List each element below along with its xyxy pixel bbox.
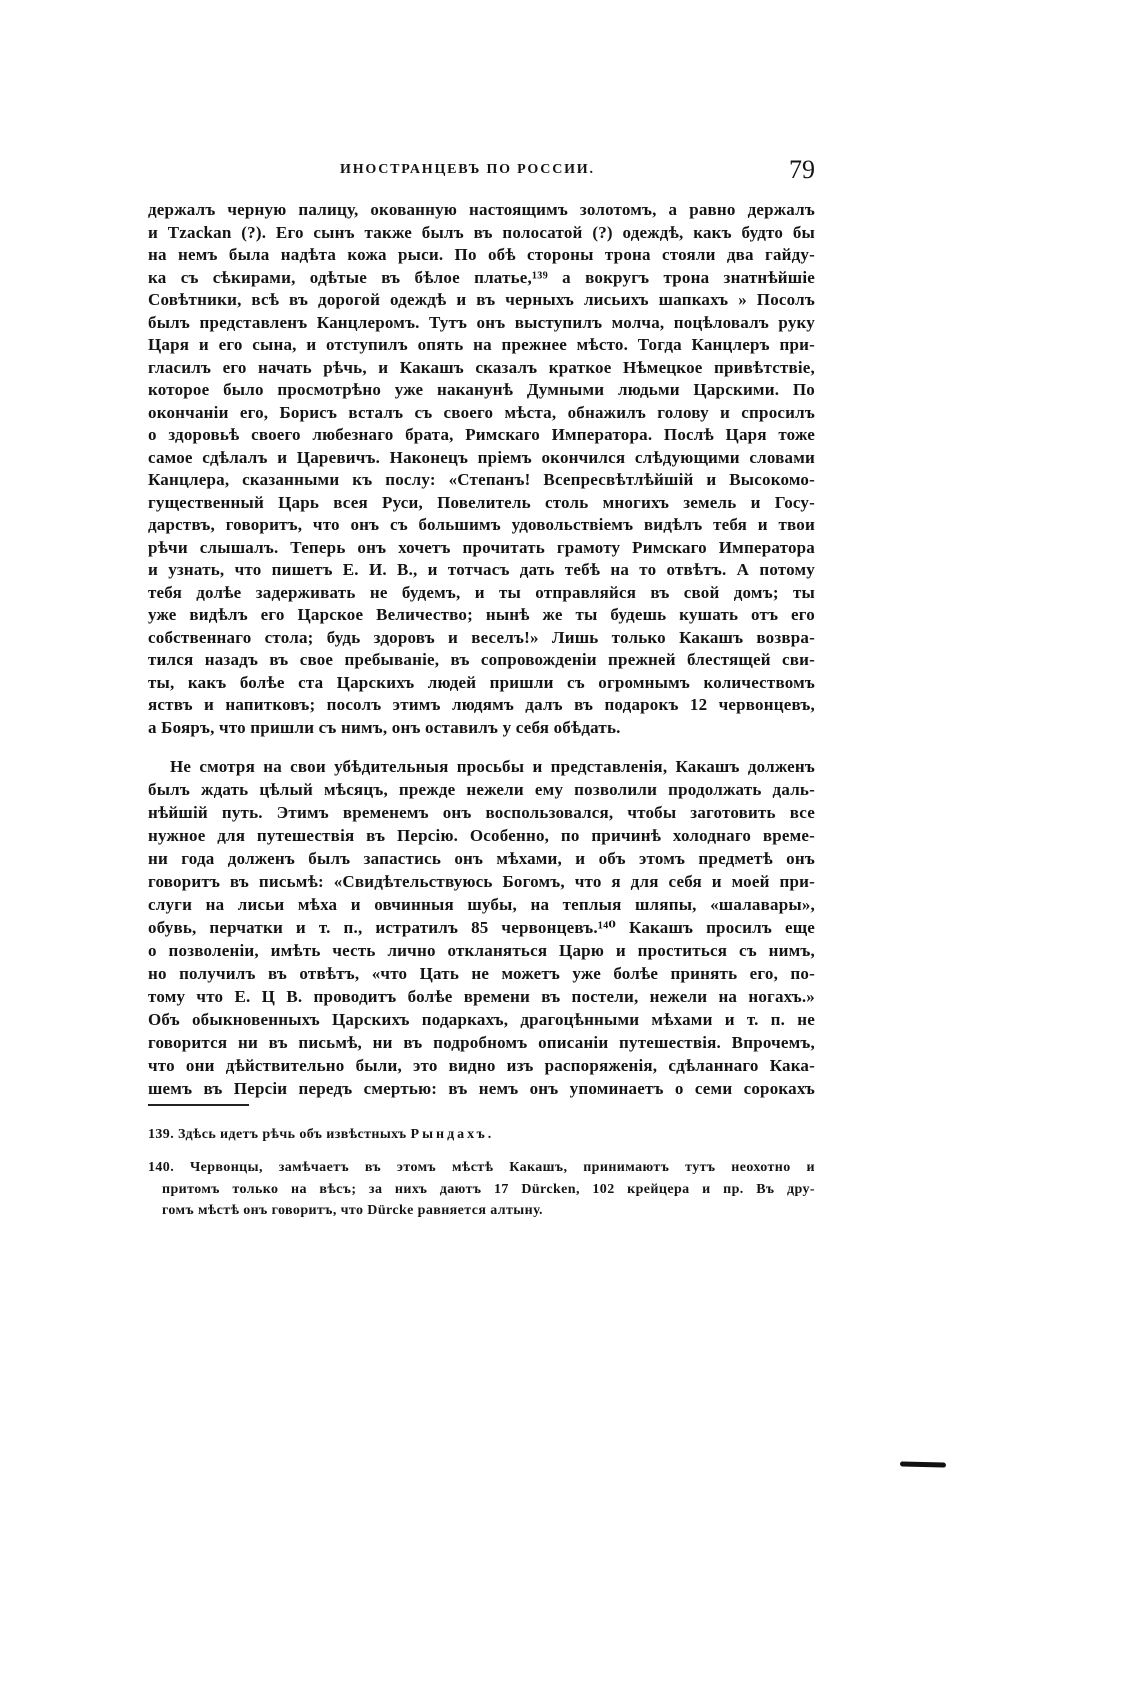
footnote-line: притомъ только на вѣсъ; за нихъ даютъ 17 Dürcken, 102 крейцера и пр. Въ дру- <box>162 1181 815 1197</box>
text-line: говорится ни въ письмѣ, ни въ подробномъ описаніи путешествія. Впрочемъ, <box>148 1033 815 1052</box>
text-line: Канцлера, сказанными къ послу: «Степанъ! Всепресвѣтлѣйшій и Высокомо- <box>148 470 815 489</box>
text-line: былъ представленъ Канцлеромъ. Тутъ онъ выступилъ молча, поцѣловалъ руку <box>148 312 815 332</box>
text-line: говоритъ въ письмѣ: «Свидѣтельствуюсь Богомъ, что я для себя и моей при- <box>148 872 815 891</box>
footnote-140 <box>148 1157 815 1222</box>
text-line: окончаніи его, Борисъ всталъ съ своего мѣста, обнажилъ голову и спросилъ <box>148 402 815 422</box>
text-line: тился назадъ въ свое пребываніе, въ сопровожденіи прежней блестящей сви- <box>148 650 815 669</box>
text-line: ни года долженъ былъ запастись онъ мѣхами, и объ этомъ предметѣ онъ <box>148 849 815 868</box>
text-line: держалъ черную палицу, окованную настоящимъ золотомъ, а равно держалъ <box>148 200 815 219</box>
footnote-line: 140. Червонцы, замѣчаетъ въ этомъ мѣстѣ Какашъ, принимаютъ тутъ неохотно и <box>148 1160 815 1175</box>
text-line: тебя долѣе задерживать не будемъ, и ты отправляйся въ свой домъ; ты <box>148 582 815 602</box>
text-line: о здоровьѣ своего любезнаго брата, Римскаго Императора. Послѣ Царя тоже <box>148 425 815 444</box>
text-line: собственнаго стола; будь здоровъ и веселъ!» Лишь только Какашъ возвра- <box>148 627 815 647</box>
page-number: 79 <box>789 155 815 184</box>
text-line: обувь, перчатки и т. п., истратилъ 85 червонцевъ.¹⁴⁰ Какашъ просилъ еще <box>148 918 815 937</box>
footnote-rule <box>148 1104 249 1106</box>
text-line: и Tzackan (?). Его сынъ также былъ въ полосатой (?) одеждѣ, какъ будто бы <box>148 222 815 242</box>
footnote-emphasis: Рындахъ. <box>410 1127 495 1142</box>
text-line: нѣйшій путь. Этимъ временемъ онъ воспользовался, чтобы заготовить все <box>148 803 815 822</box>
text-line: Не смотря на свои убѣдительныя просьбы и представленія, Какашъ долженъ <box>170 757 815 776</box>
text-line: уже видѣлъ его Царское Величество; нынѣ же ты будешь кушать отъ его <box>148 605 815 624</box>
text-line: ка съ сѣкирами, одѣтые въ бѣлое платье,¹³⁹ а вокругъ трона знатнѣйшіе <box>148 267 815 287</box>
text-line: дарствъ, говоритъ, что онъ съ большимъ удовольствіемъ видѣлъ тебя и твои <box>148 515 815 534</box>
footnote-139 <box>148 1124 815 1146</box>
text-line: на немъ была надѣта кожа рыси. По обѣ стороны трона стояли два гайду- <box>148 245 815 264</box>
text-line: ты, какъ болѣе ста Царскихъ людей пришли съ огромнымъ количествомъ <box>148 672 815 692</box>
text-line: и узнать, что пишетъ Е. И. В., и тотчасъ дать тебѣ на то отвѣтъ. А потому <box>148 560 815 579</box>
text-line: о позволеніи, имѣть честь лично откланяться Царю и проститься съ нимъ, <box>148 941 815 960</box>
text-line: а Бояръ, что пришли съ нимъ, онъ оставилъ у себя обѣдать. <box>148 717 621 737</box>
text-line: яствъ и напитковъ; посолъ этимъ людямъ далъ въ подарокъ 12 червонцевъ, <box>148 695 815 714</box>
body-paragraph <box>148 199 815 739</box>
text-line: которое было просмотрѣно уже наканунѣ Думными людьми Царскими. По <box>148 380 815 399</box>
text-line: гущественный Царь всея Руси, Повелитель столь многихъ земель и Госу- <box>148 492 815 512</box>
text-line: слуги на лисьи мѣха и овчинныя шубы, на теплыя шляпы, «шалавары», <box>148 895 815 914</box>
running-title: ИНОСТРАНЦЕВЪ ПО РОССИИ. <box>340 162 595 177</box>
text-line: гласилъ его начать рѣчь, и Какашъ сказалъ краткое Нѣмецкое привѣтствіе, <box>148 357 815 377</box>
text-line: Объ обыкновенныхъ Царскихъ подаркахъ, драгоцѣнными мѣхами и т. п. не <box>148 1010 815 1029</box>
text-line: рѣчи слышалъ. Теперь онъ хочетъ прочитать грамоту Римскаго Императора <box>148 537 815 557</box>
text-line: нужное для путешествія въ Персію. Особенно, по причинѣ холоднаго време- <box>148 826 815 845</box>
body-paragraph <box>148 755 815 1100</box>
text-line: тому что Е. Ц В. проводитъ болѣе времени въ постели, нежели на ногахъ.» <box>148 987 815 1006</box>
text-line: былъ ждать цѣлый мѣсяцъ, прежде нежели ему позволили продолжать даль- <box>148 780 815 799</box>
text-line: шемъ въ Персіи передъ смертью: въ немъ онъ упоминаетъ о семи сорокахъ <box>148 1079 815 1098</box>
scan-mark <box>900 1461 946 1467</box>
text-line: что они дѣйствительно были, это видно изъ распоряженія, сдѣланнаго Кака- <box>148 1056 815 1075</box>
footnote-line: гомъ мѣстѣ онъ говоритъ, что Dürcke равняется алтыну. <box>162 1203 543 1218</box>
footnote-text: 139. Здѣсь идетъ рѣчь объ извѣстныхъ <box>148 1127 407 1142</box>
text-line: Совѣтники, всѣ въ дорогой одеждѣ и въ черныхъ лисьихъ шапкахъ » Посолъ <box>148 290 815 309</box>
text-line: самое сдѣлалъ и Царевичъ. Наконецъ пріемъ окончился слѣдующими словами <box>148 447 815 467</box>
text-line: но получилъ въ отвѣтъ, «что Цать не можетъ уже болѣе принять его, по- <box>148 964 815 983</box>
text-line: Царя и его сына, и отступилъ опять на прежнее мѣсто. Тогда Канцлеръ при- <box>148 335 815 354</box>
